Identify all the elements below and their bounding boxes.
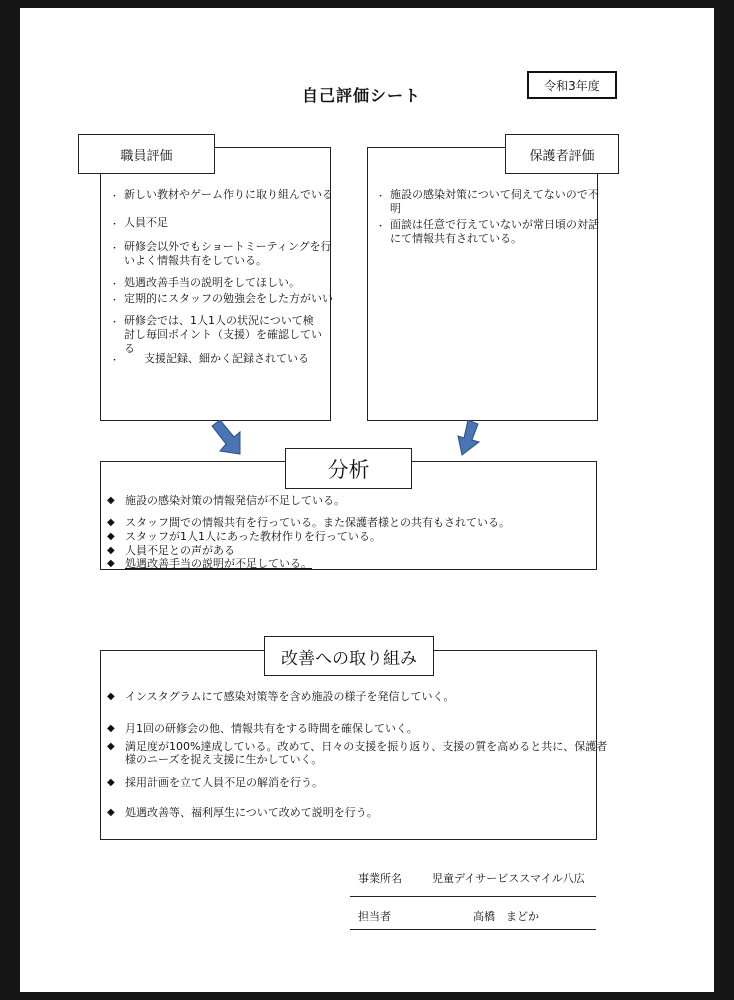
bullet-diamond: ◆: [107, 531, 115, 542]
person-in-charge-label: 担当者: [358, 910, 391, 923]
improvement-heading: 改善への取り組み: [264, 636, 434, 676]
bullet-diamond: ◆: [107, 807, 115, 818]
analysis-heading: 分析: [285, 448, 412, 489]
bullet-dot: ・: [376, 222, 386, 232]
bullet-dot: ・: [110, 296, 120, 306]
staff-evaluation-label: 職員評価: [78, 134, 215, 174]
arrow-down-right-icon: [456, 420, 482, 456]
bullet-diamond: ◆: [107, 545, 115, 556]
bullet-diamond: ◆: [107, 558, 115, 569]
office-name-value: 児童デイサービススマイル八広: [432, 872, 585, 885]
bullet-dot: ・: [110, 220, 120, 230]
bullet-dot: ・: [110, 280, 120, 290]
bullet-diamond: ◆: [107, 777, 115, 788]
guardian-evaluation-label: 保護者評価: [505, 134, 619, 174]
footer-divider: [350, 896, 596, 897]
arrow-down-left-icon: [210, 420, 244, 456]
bullet-dot: ・: [110, 244, 120, 254]
document-page: 自己評価シート 令和3年度 職員評価 ・ 新しい教材やゲーム作りに取り組んでいる ・ 人員不足 ・ 研修会以外でもショートミーティングを行いよく情報共有をしている。 ・ 処遇改善手当の説明をしてほしい。 ・ 定期的にスタッフの勉強会をした方がいい ・ 研修会では、1人1人の状況について検討し毎回ポイント（支援）を確認している ・ 支援記録、細かく記録されている 保護者評価 ・ 施設の感染対策について伺えてないので不明 ・ 面談は任意で行えていないが常日頃の対話にて情報共有されている。 分析 ◆ 施設の感染対策の情報発信が不足している。 ◆ スタッフ間での情報共有を行っている。また保護者様との共有もされている。 ◆ スタッフが1人1人にあった教材作りを行っている。 ◆ 人員不足との声がある ◆ 処遇改善手当の説明が不足している。 改善への取り組み ◆ インスタグラムにて感染対策等を含め施設の様子を発信していく。 ◆ 月1回の研修会の他、情報共有をする時間を確保していく。 ◆ 満足度が100%達成している。改めて、日々の支援を振り返り、支援の質を高めると共に、保護者様のニーズを捉え支援に生かしていく。 ◆ 採用計画を立て人員不足の解消を行う。 ◆ 処遇改善等、福利厚生について改めて説明を行う。 事業所名 児童デイサービススマイル八広 担当者 高橋 まどか: [20, 8, 714, 992]
bullet-diamond: ◆: [107, 741, 115, 752]
bullet-diamond: ◆: [107, 495, 115, 506]
sheet-title: 自己評価シート: [302, 86, 422, 105]
bullet-dot: ・: [110, 356, 120, 366]
bullet-dot: ・: [110, 318, 120, 328]
bullet-diamond: ◆: [107, 691, 115, 702]
bullet-dot: ・: [376, 192, 386, 202]
bullet-diamond: ◆: [107, 517, 115, 528]
year-badge: 令和3年度: [527, 71, 617, 99]
footer-divider: [350, 929, 596, 930]
person-in-charge-value: 高橋 まどか: [473, 910, 539, 923]
bullet-diamond: ◆: [107, 723, 115, 734]
bullet-dot: ・: [110, 192, 120, 202]
office-name-label: 事業所名: [358, 872, 402, 885]
